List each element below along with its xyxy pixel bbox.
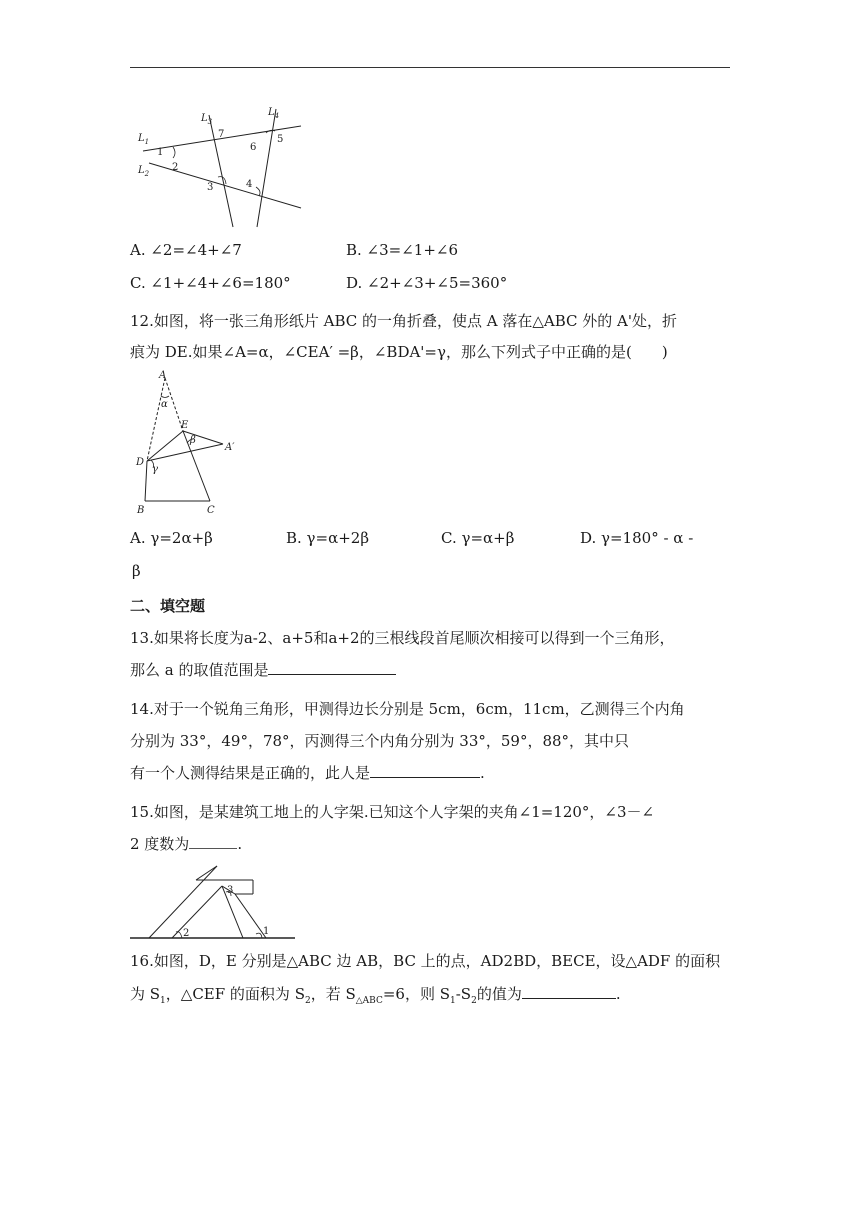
q12-label-B: B: [137, 505, 145, 516]
q12-label-beta: β: [190, 435, 196, 446]
section-title-fill-blank: 二、填空题: [130, 597, 206, 615]
q15-text-line1: 15.如图，是某建筑工地上的人字架.已知这个人字架的夹角∠1=120°，∠3－∠: [130, 803, 655, 821]
q11-angle-4: 4: [246, 179, 253, 190]
q11-label-l3: $L_3$: [201, 113, 213, 126]
q15-angle-1: 1: [263, 926, 270, 937]
q11-angle-6: 6: [250, 142, 257, 153]
q12-option-c: C. γ=α+β: [441, 529, 515, 547]
q12-option-d: D. γ=180° - α -: [580, 529, 694, 547]
q14-answer-blank: [370, 763, 480, 778]
q13-text-line2: 那么 a 的取值范围是: [130, 660, 396, 680]
q12-text-line1: 12.如图，将一张三角形纸片 ABC 的一角折叠，使点 A 落在△ABC 外的 A'处，折: [130, 312, 678, 330]
q12-option-d-cont: β: [132, 562, 141, 580]
q14-text-line1: 14.对于一个锐角三角形，甲测得边长分别是 5cm，6cm，11cm，乙测得三个内角: [130, 700, 685, 718]
q12-label-E: E: [181, 420, 189, 431]
q11-angle-1: 1: [157, 147, 164, 158]
q15-angle-3: 3: [227, 885, 234, 896]
q16-text-line2: 为 $S_1$，△CEF 的面积为 $S_2$，若 $S_{\triangle ABC}=6$，则 $S_1-S_2$的值为 .: [130, 985, 621, 1006]
q12-option-b: B. γ=α+2β: [286, 529, 370, 547]
q16-answer-blank: [522, 984, 616, 999]
q14-text-line2: 分别为 33°，49°，78°，丙测得三个内角分别为 33°，59°，88°，其中只: [130, 732, 630, 750]
q12-label-A: A: [159, 370, 167, 381]
q11-label-l2: $L_2$: [138, 165, 150, 178]
q11-angle-2: 2: [172, 162, 179, 173]
q11-label-l4: $L_4$: [268, 107, 280, 120]
q15-answer-blank: [189, 834, 237, 849]
q11-option-a: A. ∠2=∠4+∠7: [130, 241, 242, 259]
q12-text-line2: 痕为 DE.如果∠A=α，∠CEA′ =β，∠BDA'=γ，那么下列式子中正确的是( ): [130, 343, 668, 361]
q15-angle-2: 2: [183, 928, 190, 939]
header-rule: [130, 67, 730, 68]
q12-figure: [133, 368, 248, 518]
q11-angle-3: 3: [207, 182, 214, 193]
q12-label-alpha: α: [161, 399, 168, 410]
q11-angle-5: 5: [277, 134, 284, 145]
q11-label-l1: $L_1$: [138, 133, 150, 146]
q12-option-a: A. γ=2α+β: [130, 529, 213, 547]
q12-label-gamma: γ: [152, 464, 158, 475]
q11-option-d: D. ∠2+∠3+∠5=360°: [346, 274, 508, 292]
q12-label-C: C: [207, 505, 215, 516]
q16-text-line1: 16.如图，D，E 分别是△ABC 边 AB，BC 上的点，AD2BD，BECE，设△ADF 的面积: [130, 952, 721, 970]
q11-option-c: C. ∠1+∠4+∠6=180°: [130, 274, 291, 292]
q11-option-b: B. ∠3=∠1+∠6: [346, 241, 459, 259]
q15-figure: [130, 858, 298, 942]
q12-label-D: D: [136, 457, 145, 468]
q13-text-line1: 13.如果将长度为a-2、a+5和a+2的三根线段首尾顺次相接可以得到一个三角形，: [130, 629, 675, 647]
q15-text-line2: 2 度数为 .: [130, 835, 243, 853]
q13-answer-blank: [268, 660, 396, 675]
q11-angle-7: 7: [218, 129, 225, 140]
q12-label-A-prime: A′: [225, 442, 235, 453]
q11-figure: [135, 103, 305, 228]
q14-text-line3: 有一个人测得结果是正确的，此人是 .: [130, 764, 485, 782]
